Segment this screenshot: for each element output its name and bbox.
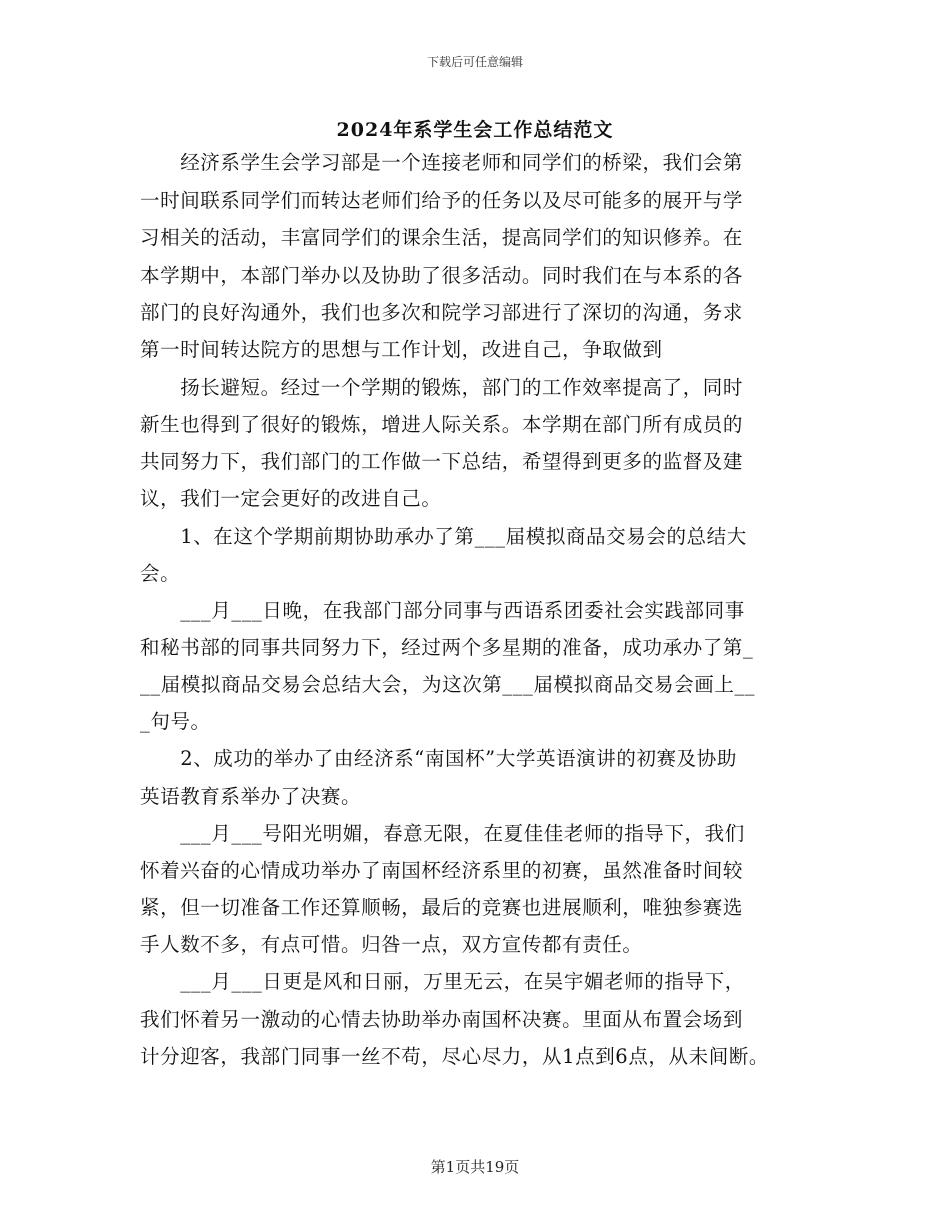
body-line: 怀着兴奋的心情成功举办了南国杯经济系里的初赛，虽然准备时间较 bbox=[140, 859, 744, 882]
body-line: ___月___日更是风和日丽，万里无云，在吴宇媚老师的指导下， bbox=[140, 970, 745, 993]
body-line: __届模拟商品交易会总结大会，为这次第___届模拟商品交易会画上__ bbox=[140, 673, 756, 696]
body-line: ___月___日晚，在我部门部分同事与西语系团委社会实践部同事 bbox=[140, 599, 745, 622]
page-number: 第1页共19页 bbox=[430, 1158, 520, 1176]
document-title: 2024年系学生会工作总结范文 bbox=[336, 119, 614, 141]
body-line: 扬长避短。经过一个学期的锻炼，部门的工作效率提高了，同时 bbox=[140, 376, 744, 399]
body-line: 2、成功的举办了由经济系“南国杯”大学英语演讲的初赛及协助 bbox=[140, 747, 737, 770]
body-line: 一时间联系同学们而转达老师们给予的任务以及尽可能多的展开与学 bbox=[140, 189, 744, 212]
body-line: 英语教育系举办了决赛。 bbox=[140, 785, 362, 808]
body-line: 部门的良好沟通外，我们也多次和院学习部进行了深切的沟通，务求 bbox=[140, 301, 744, 324]
body-line: 习相关的活动，丰富同学们的课余生活，提高同学们的知识修养。在 bbox=[140, 226, 744, 249]
body-line: 和秘书部的同事共同努力下，经过两个多星期的准备，成功承办了第_ bbox=[140, 636, 754, 659]
body-line: 紧，但一切准备工作还算顺畅，最后的竞赛也进展顺利，唯独参赛选 bbox=[140, 896, 744, 919]
body-line: 手人数不多，有点可惜。归咎一点，双方宣传都有责任。 bbox=[140, 933, 643, 956]
body-line: 经济系学生会学习部是一个连接老师和同学们的桥梁，我们会第 bbox=[140, 151, 744, 174]
body-line: 议，我们一定会更好的改进自己。 bbox=[140, 487, 442, 510]
page-header-note: 下载后可任意编辑 bbox=[426, 55, 523, 69]
body-line: 共同努力下，我们部门的工作做一下总结，希望得到更多的监督及建 bbox=[140, 450, 744, 473]
body-line: 新生也得到了很好的锻炼，增进人际关系。本学期在部门所有成员的 bbox=[140, 413, 744, 436]
body-line: 1、在这个学期前期协助承办了第___届模拟商品交易会的总结大 bbox=[140, 525, 747, 548]
body-line: 我们怀着另一激动的心情去协助举办南国杯决赛。里面从布置会场到 bbox=[140, 1008, 744, 1031]
body-line: 第一时间转达院方的思想与工作计划，改进自己，争取做到 bbox=[140, 338, 663, 361]
body-line: _句号。 bbox=[140, 710, 211, 733]
body-line: 计分迎客，我部门同事一丝不苟，尽心尽力，从1点到6点，从未间断。 bbox=[140, 1045, 770, 1068]
body-line: 本学期中，本部门举办以及协助了很多活动。同时我们在与本系的各 bbox=[140, 264, 744, 287]
body-line: 会。 bbox=[140, 562, 181, 585]
body-line: ___月___号阳光明媚，春意无限，在夏佳佳老师的指导下，我们 bbox=[140, 822, 745, 845]
